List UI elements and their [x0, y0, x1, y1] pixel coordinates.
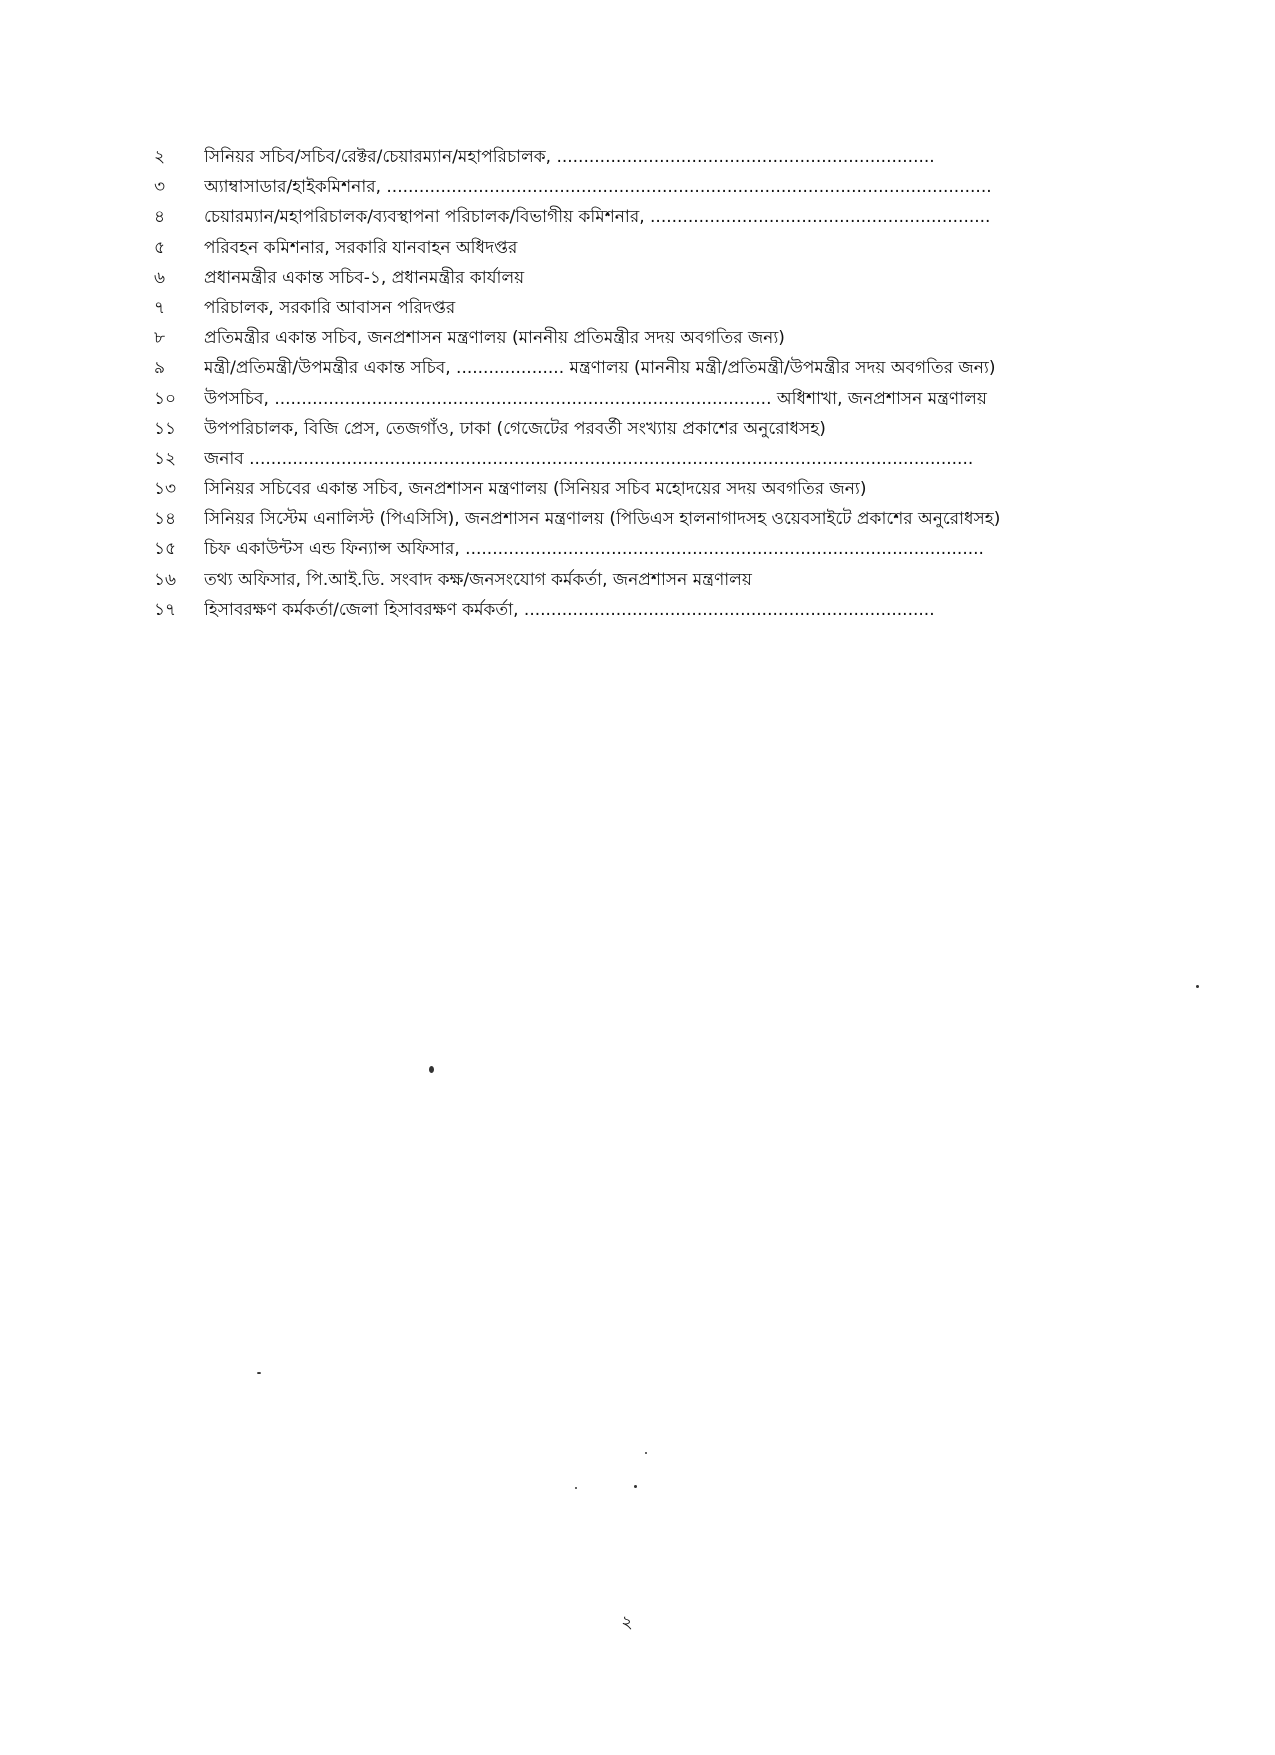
item-number: ১৪: [154, 509, 177, 530]
scan-speck: [575, 1487, 577, 1489]
scan-speck: [429, 1066, 434, 1073]
item-text: পরিচালক, সরকারি আবাসন পরিদপ্তর: [204, 297, 456, 318]
item-number: ১০: [154, 388, 177, 409]
distribution-list: [150, 142, 1090, 625]
item-text: চেয়ারম্যান/মহাপরিচালক/ব্যবস্থাপনা পরিচালক/বিভাগীয় কমিশনার, ...............................................................: [204, 207, 991, 228]
scan-speck: [645, 1452, 647, 1454]
list-item: [150, 323, 1090, 353]
item-number: ৫: [154, 237, 166, 258]
item-text: হিসাবরক্ষণ কর্মকর্তা/জেলা হিসাবরক্ষণ কর্মকর্তা, ............................................................................: [204, 599, 935, 620]
list-item: [150, 444, 1090, 474]
item-text: সিনিয়র সিস্টেম এনালিস্ট (পিএসিসি), জনপ্রশাসন মন্ত্রণালয় (পিডিএস হালনাগাদসহ ওয়েবসাইটে প্রকাশের অনুরোধসহ): [204, 509, 1001, 530]
item-text: সিনিয়র সচিবের একান্ত সচিব, জনপ্রশাসন মন্ত্রণালয় (সিনিয়র সচিব মহোদয়ের সদয় অবগতির জন্য): [204, 479, 867, 500]
item-text: প্রতিমন্ত্রীর একান্ত সচিব, জনপ্রশাসন মন্ত্রণালয় (মাননীয় প্রতিমন্ত্রীর সদয় অবগতির জন্য): [204, 328, 785, 349]
list-item: [150, 353, 1090, 383]
item-text: চিফ একাউন্টস এন্ড ফিন্যান্স অফিসার, ................................................................................................: [204, 539, 984, 560]
scan-speck: [257, 1372, 261, 1374]
list-item: [150, 142, 1090, 172]
list-item: [150, 534, 1090, 564]
item-number: ২: [154, 147, 166, 167]
list-item: [150, 565, 1090, 595]
list-item: [150, 595, 1090, 625]
list-item: [150, 474, 1090, 504]
list-item: [150, 202, 1090, 232]
item-text: অ্যাম্বাসাডার/হাইকমিশনার, ................................................................................................................: [204, 177, 992, 198]
item-text: মন্ত্রী/প্রতিমন্ত্রী/উপমন্ত্রীর একান্ত সচিব, .................... মন্ত্রণালয় (মাননীয় মন্ত্রী/প্রতিমন্ত্রী/উপমন্ত্রীর সদয় অবগতির জন্য): [204, 358, 996, 379]
item-number: ৩: [154, 177, 166, 198]
item-number: ১৫: [154, 539, 177, 560]
scan-speck: [1196, 985, 1199, 988]
list-item: [150, 414, 1090, 444]
item-text: উপসচিব, ............................................................................................ অধিশাখা, জনপ্রশাসন মন্ত্রণালয়: [204, 388, 987, 409]
item-number: ১৬: [154, 569, 177, 590]
list-item: [150, 263, 1090, 293]
item-number: ৭: [154, 297, 166, 318]
item-number: ৬: [154, 267, 166, 288]
list-item: [150, 293, 1090, 323]
list-item: [150, 504, 1090, 534]
list-item: [150, 233, 1090, 263]
scan-speck: [634, 1485, 637, 1488]
item-number: ৪: [154, 207, 166, 228]
item-number: ৯: [154, 358, 166, 379]
item-text: পরিবহন কমিশনার, সরকারি যানবাহন অধিদপ্তর: [204, 237, 518, 258]
item-text: উপপরিচালক, বিজি প্রেস, তেজগাঁও, ঢাকা (গেজেটের পরবর্তী সংখ্যায় প্রকাশের অনুরোধসহ): [204, 418, 826, 439]
list-item: [150, 384, 1090, 414]
item-text: সিনিয়র সচিব/সচিব/রেক্টর/চেয়ারম্যান/মহাপরিচালক, ......................................................................: [204, 147, 935, 167]
item-number: ৮: [154, 328, 166, 349]
item-text: তথ্য অফিসার, পি.আই.ডি. সংবাদ কক্ষ/জনসংযোগ কর্মকর্তা, জনপ্রশাসন মন্ত্রণালয়: [204, 569, 752, 590]
list-item: [150, 172, 1090, 202]
item-number: ১১: [154, 418, 177, 439]
item-number: ১২: [154, 448, 177, 469]
item-text: প্রধানমন্ত্রীর একান্ত সচিব-১, প্রধানমন্ত্রীর কার্যালয়: [204, 267, 525, 288]
item-number: ১৭: [154, 599, 177, 620]
page-number: ২: [621, 1612, 633, 1633]
item-text: জনাব ......................................................................................................................................: [204, 448, 974, 469]
item-number: ১৩: [154, 479, 177, 500]
